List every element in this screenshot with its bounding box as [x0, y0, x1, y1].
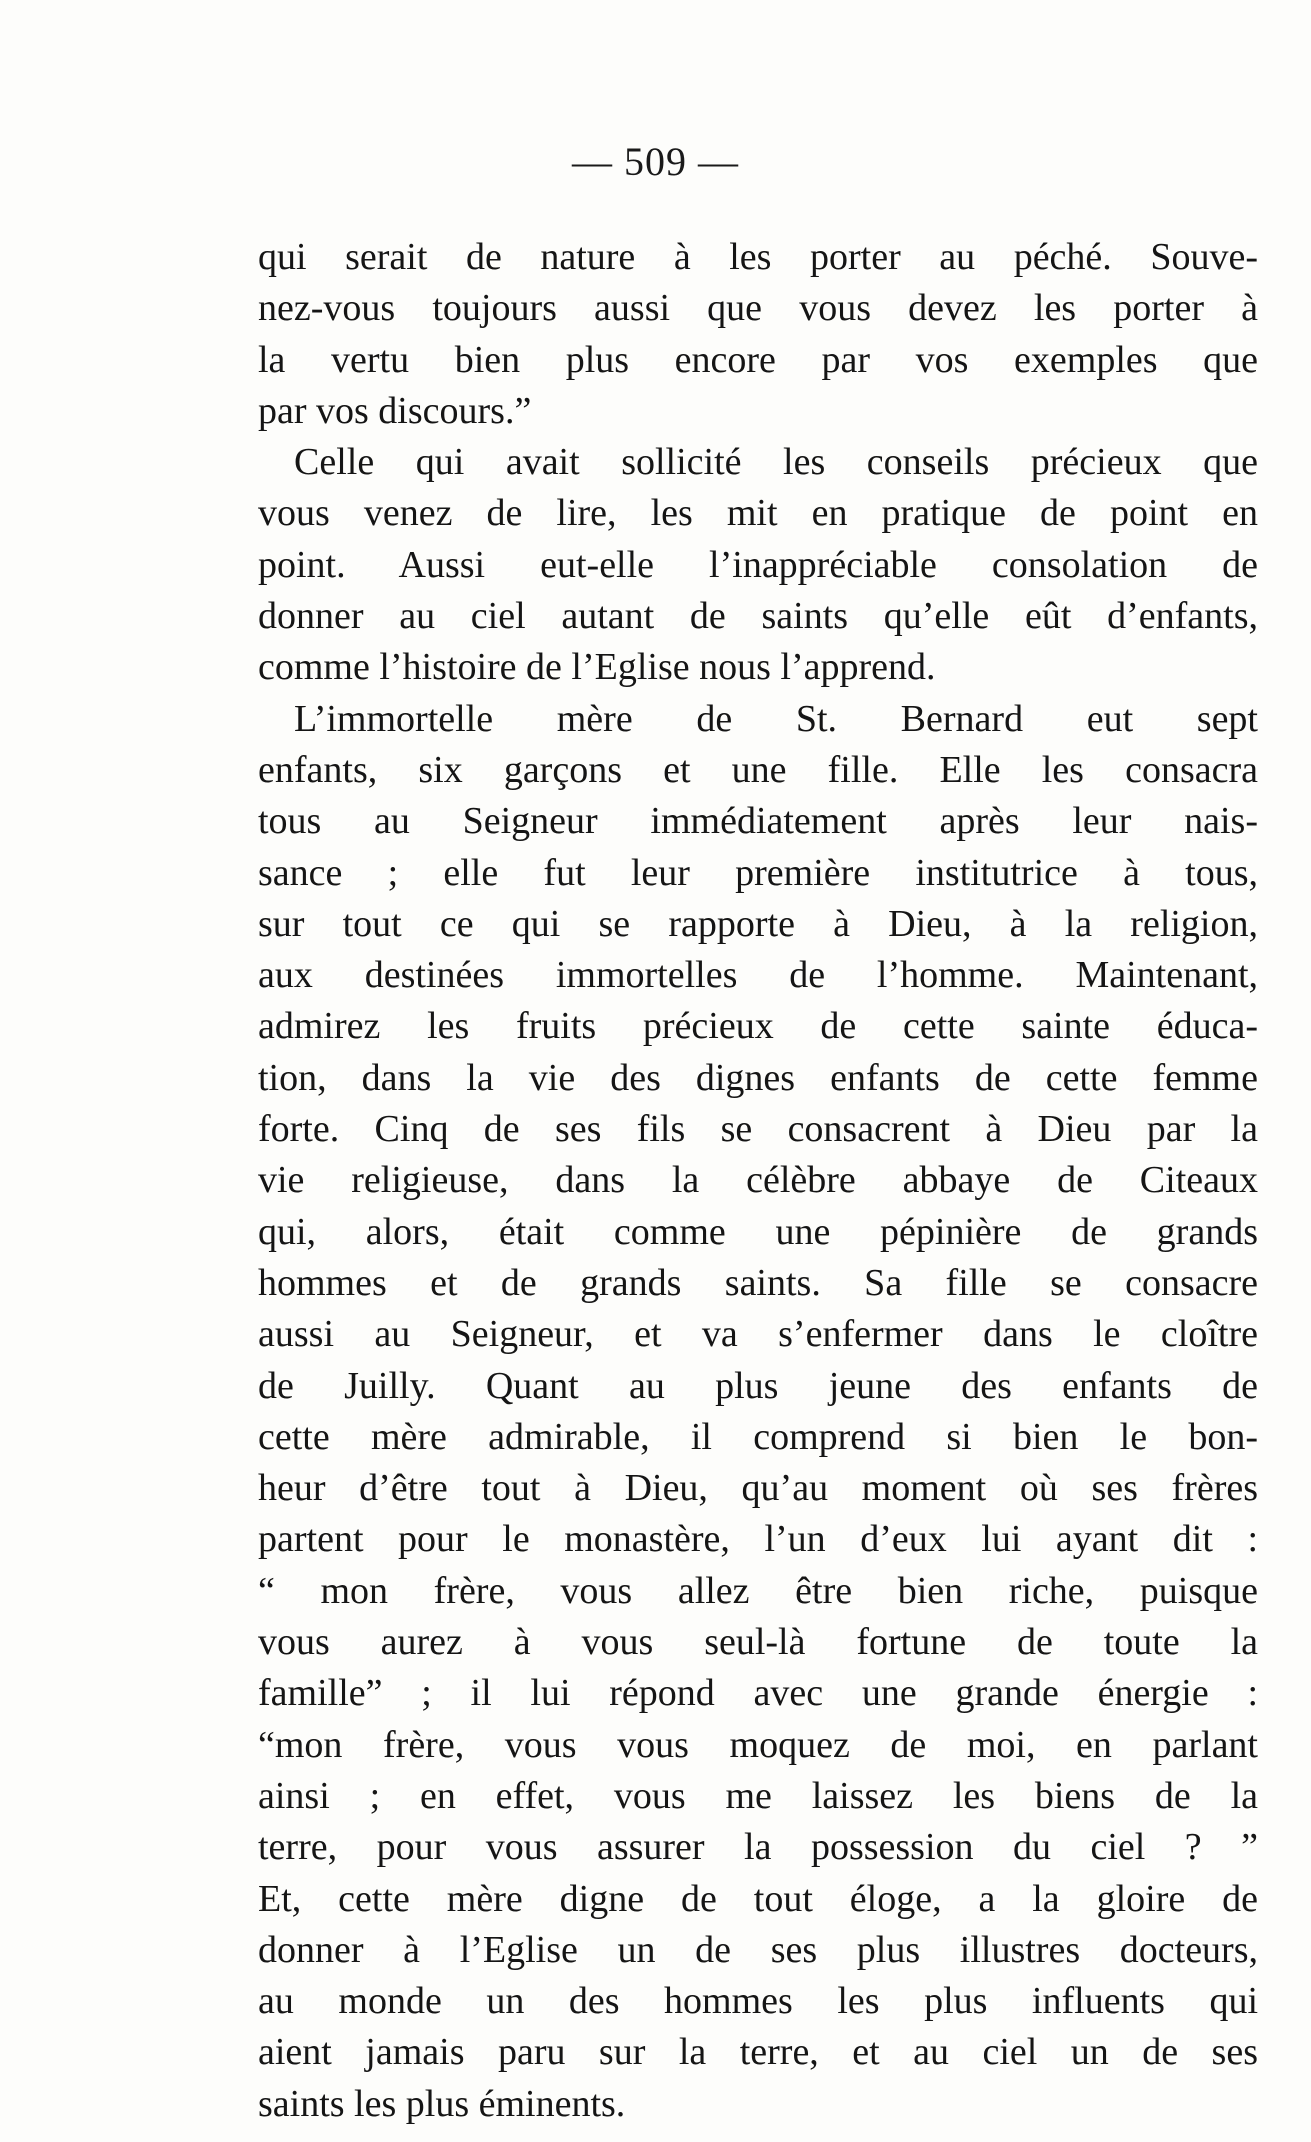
text-line: la vertu bien plus encore par vos exemples que	[258, 338, 1258, 381]
text-line: au monde un des hommes les plus influents qui	[258, 1980, 1258, 2023]
text-line: Et, cette mère digne de tout éloge, a la gloire de	[258, 1877, 1258, 1920]
text-line: famille” ; il lui répond avec une grande énergie :	[258, 1672, 1258, 1715]
text-line: admirez les fruits précieux de cette sainte éduca-	[258, 1005, 1258, 1048]
text-line: aient jamais paru sur la terre, et au ciel un de ses	[258, 2031, 1258, 2074]
text-line: point. Aussi eut-elle l’inappréciable consolation de	[258, 543, 1258, 586]
text-line: Celle qui avait sollicité les conseils précieux que	[294, 441, 1258, 484]
text-line: comme l’histoire de l’Eglise nous l’apprend.	[258, 646, 936, 689]
text-line: vie religieuse, dans la célèbre abbaye de Citeaux	[258, 1159, 1258, 1202]
text-line: L’immortelle mère de St. Bernard eut sept	[294, 697, 1258, 740]
body-text	[258, 232, 1258, 2130]
text-line: aux destinées immortelles de l’homme. Maintenant,	[258, 954, 1258, 997]
text-line: partent pour le monastère, l’un d’eux lui ayant dit :	[258, 1518, 1258, 1561]
page-number: — 509 —	[572, 139, 739, 184]
text-line: donner au ciel autant de saints qu’elle eût d’enfants,	[258, 595, 1258, 638]
text-line: vous aurez à vous seul-là fortune de toute la	[258, 1621, 1258, 1664]
text-line: saints les plus éminents.	[258, 2082, 626, 2125]
text-line: sance ; elle fut leur première institutrice à tous,	[258, 851, 1258, 894]
text-line: tion, dans la vie des dignes enfants de cette femme	[258, 1056, 1258, 1099]
text-line: donner à l’Eglise un de ses plus illustres docteurs,	[258, 1928, 1258, 1971]
text-line: sur tout ce qui se rapporte à Dieu, à la religion,	[258, 902, 1258, 945]
text-line: ainsi ; en effet, vous me laissez les biens de la	[258, 1774, 1258, 1817]
text-line: forte. Cinq de ses fils se consacrent à Dieu par la	[258, 1108, 1258, 1151]
text-line: vous venez de lire, les mit en pratique de point en	[258, 492, 1258, 535]
text-line: enfants, six garçons et une fille. Elle les consacra	[258, 748, 1258, 791]
text-line: “mon frère, vous vous moquez de moi, en parlant	[258, 1723, 1258, 1766]
text-line: qui, alors, était comme une pépinière de grands	[258, 1210, 1258, 1253]
text-line: de Juilly. Quant au plus jeune des enfants de	[258, 1364, 1258, 1407]
text-line: qui serait de nature à les porter au péché. Souve-	[258, 236, 1258, 278]
text-line: hommes et de grands saints. Sa fille se consacre	[258, 1261, 1258, 1304]
text-line: nez-vous toujours aussi que vous devez les porter à	[258, 287, 1258, 330]
text-line: heur d’être tout à Dieu, qu’au moment où ses frères	[258, 1467, 1258, 1510]
text-line: “ mon frère, vous allez être bien riche, puisque	[258, 1569, 1258, 1612]
text-line: aussi au Seigneur, et va s’enfermer dans le cloître	[258, 1313, 1258, 1356]
text-line: cette mère admirable, il comprend si bien le bon-	[258, 1415, 1258, 1458]
text-line: terre, pour vous assurer la possession du ciel ? ”	[258, 1826, 1258, 1869]
text-line: par vos discours.”	[258, 389, 532, 432]
text-line: tous au Seigneur immédiatement après leur nais-	[258, 800, 1258, 843]
